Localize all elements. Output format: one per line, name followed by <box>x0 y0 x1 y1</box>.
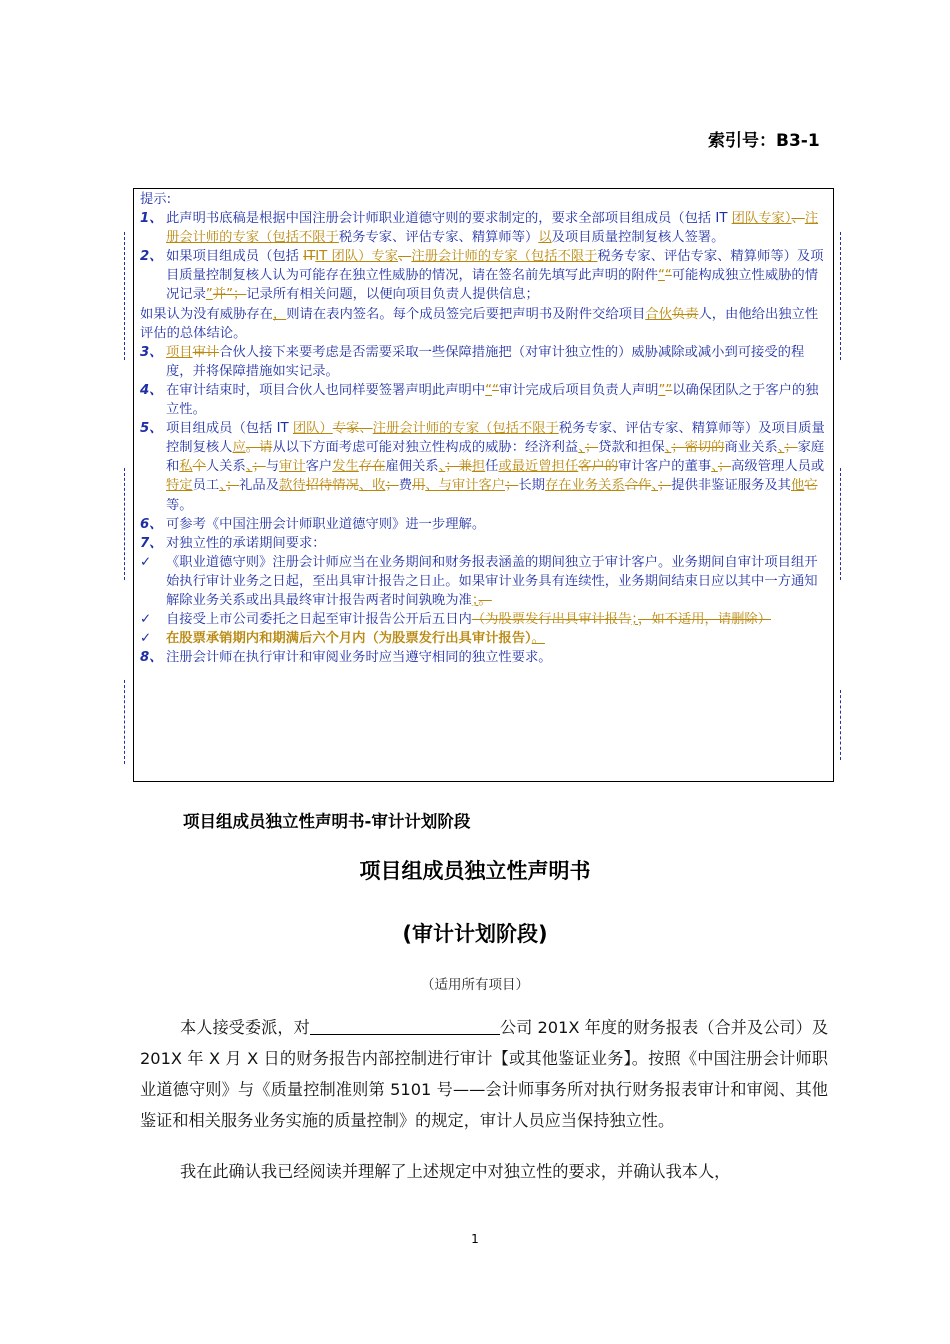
text: 人，由他给出独立性评估的总体结论。 <box>140 306 819 341</box>
check-icon: ✓ <box>140 554 152 570</box>
inserted-text: 团队） <box>292 421 333 437</box>
declaration-paragraph-2: 我在此确认我已经阅读并理解了上述规定中对独立性的要求，并确认我本人， <box>180 1162 731 1181</box>
text: 税务专家、评估专家、精算师等）及项目质量控制复核人 <box>166 421 825 456</box>
text: 审计完成后项目负责人声明 <box>498 382 659 398</box>
text: 公司 201X 年度的财务报表（合并及公司）及 201X 年 X 月 X 日的财务报告内部控制进行审计【或其他鉴证业务】。按照《中国注册会计师职业道德守则》与《质量控制准则第 5101 号——会计师事务所对执行财务报表审计和审阅、其他鉴证和相关服务业务实施的质量控制》的规定，审计人员应当保持独立性。 <box>140 1018 829 1130</box>
inserted-text: 特定 <box>166 478 193 494</box>
deleted-text: ； <box>671 440 685 456</box>
deleted-text: 合作 <box>624 478 652 494</box>
text: 如果项目组成员（包括 <box>166 249 304 265</box>
text: 则请在表内签名。每个成员签完后要把声明书及附件交给项目 <box>286 306 646 322</box>
deleted-text: ” <box>665 382 673 398</box>
deleted-text: ； <box>584 440 599 456</box>
inserted-text: 注册会计师的专家（包括不限于 <box>166 211 819 246</box>
deleted-text: “ <box>492 382 499 398</box>
deleted-text: 负责 <box>671 306 699 322</box>
check-icon: ✓ <box>140 631 152 647</box>
deleted-text: ； <box>252 459 266 475</box>
deleted-text: IT <box>303 249 316 265</box>
tip-number-8: 8、 <box>140 650 163 666</box>
deleted-text: 并”； <box>212 287 247 303</box>
deleted-text: ； <box>385 478 399 494</box>
deleted-text: 、 <box>398 249 412 265</box>
inserted-text: 合伙 <box>645 306 672 322</box>
inserted-text: 、 <box>245 459 253 475</box>
tip-check-1 <box>140 553 826 610</box>
inserted-text: ” <box>658 382 666 398</box>
deleted-text: ； <box>658 478 672 494</box>
deleted-text: 专家 <box>332 421 360 437</box>
text: 商业关系 <box>724 440 778 456</box>
revision-bar-right-2 <box>840 468 841 580</box>
text: 税务专家、评估专家、精算师等）及项目质量控制复核人认为可能存在独立性威胁的情况，请在签名前先填写此声明的附件 <box>166 249 824 284</box>
inserted-text: 。 <box>531 631 545 647</box>
inserted-text: 、 <box>777 440 785 456</box>
tip-check-3 <box>140 629 826 648</box>
deleted-text: 兼 <box>458 459 472 475</box>
tip-item-2 <box>140 247 826 304</box>
deleted-text: 用 <box>412 478 426 494</box>
inserted-text: 项目 <box>166 344 193 360</box>
revision-bar-left-2 <box>124 468 125 580</box>
text: 及项目质量控制复核人签署。 <box>551 230 725 246</box>
inserted-text: 、 <box>578 440 585 456</box>
text: 在股票承销期内和期满后六个月内（为股票发行出具审计报告） <box>166 631 532 647</box>
inserted-text: 以 <box>538 230 552 246</box>
inserted-text: 、 <box>219 478 226 494</box>
tip-number-5: 5、 <box>140 421 163 437</box>
tip-item-1 <box>140 209 826 247</box>
text: 本人接受委派，对 <box>180 1018 310 1037</box>
tips-title: 提示: <box>140 192 172 207</box>
inserted-text: ； <box>471 592 479 608</box>
deleted-text: 它 <box>804 478 818 494</box>
inserted-text: “ <box>485 382 493 398</box>
text: 注册会计师在执行审计和审阅业务时应当遵守相同的独立性要求。 <box>166 650 552 666</box>
inserted-text: ， <box>272 306 287 322</box>
text: 任 <box>485 459 499 475</box>
tip-check-2 <box>140 610 826 629</box>
text: 雇佣关系 <box>385 459 439 475</box>
tip-item-7 <box>140 534 826 553</box>
inserted-text: 团队专家） <box>731 211 792 227</box>
tip-item-4 <box>140 381 826 419</box>
inserted-text: 、 <box>438 459 446 475</box>
inserted-text: ； <box>631 612 639 628</box>
deleted-text: ； <box>445 459 459 475</box>
declaration-paragraph-1 <box>140 1012 828 1136</box>
text: 贷款和担保 <box>598 440 665 456</box>
deleted-text: 。请 <box>245 440 273 456</box>
text: 项目组成员（包括 IT <box>166 421 293 437</box>
declaration-body <box>140 1012 828 1207</box>
tips-box <box>133 188 834 782</box>
inserted-text: 注册会计师的专家（包括不限于 <box>372 421 559 437</box>
tip-item-2-continued <box>140 305 826 343</box>
inserted-text: 应 <box>232 440 246 456</box>
tip-item-3 <box>140 343 826 381</box>
tip-item-6 <box>140 515 826 534</box>
text: 员工 <box>192 478 220 494</box>
tip-item-8 <box>140 648 826 667</box>
inserted-text: “ <box>657 268 665 284</box>
deleted-text: ，如不适用，请删除） <box>638 612 772 628</box>
deleted-text: （为股票发行出具审计报告 <box>471 612 632 628</box>
deleted-text: 审计 <box>192 344 220 360</box>
inserted-text: 、 <box>711 459 718 475</box>
text: 如果认为没有威胁存在 <box>140 306 273 322</box>
page-number: 1 <box>471 1232 479 1246</box>
tip-number-4: 4、 <box>140 382 163 398</box>
inserted-text: 担 <box>471 459 486 475</box>
document-subtitle: (审计计划阶段) <box>402 922 548 946</box>
inserted-text: 发生 <box>332 459 359 475</box>
text: 税务专家、评估专家、精算师等） <box>338 230 539 246</box>
text: 家庭和 <box>166 440 825 475</box>
deleted-text: 、 <box>791 211 805 227</box>
revision-bar-left-3 <box>124 680 125 764</box>
check-icon: ✓ <box>140 612 152 628</box>
text: 高级管理人员或 <box>731 459 825 475</box>
inserted-text: 、 <box>664 440 672 456</box>
text: 等。 <box>166 497 193 513</box>
applicability-note: （适用所有项目） <box>421 977 529 993</box>
document-title: 项目组成员独立性声明书 <box>359 859 591 883</box>
revision-bar-left <box>124 232 125 360</box>
inserted-text: 、 <box>358 478 373 494</box>
text: 提供非鉴证服务及其 <box>671 478 791 494</box>
tip-number-7: 7、 <box>140 535 163 551</box>
deleted-text: 、 <box>359 421 373 437</box>
inserted-text: 私 <box>179 459 193 475</box>
text: 《职业道德守则》注册会计师应当在业务期间和财务报表涵盖的期间独立于审计客户。业务期间自审计项目组开始执行审计业务之日起，至出具审计报告之日止。如果审计业务具有连续性，业务期间结束日应以其中一方通知解除业务关系或出具最终审计报告两者时间孰晚为准 <box>166 554 818 608</box>
deleted-text: ； <box>225 478 240 494</box>
deleted-text: “ <box>664 268 672 284</box>
section-label: 项目组成员独立性声明书-审计计划阶段 <box>183 812 471 831</box>
text: 审计客户的董事 <box>618 459 712 475</box>
inserted-text: 审计 <box>279 459 306 475</box>
text: 记录所有相关问题，以便向项目负责人提供信息； <box>246 287 539 303</box>
text: 可参考《中国注册会计师职业道德守则》进一步理解。 <box>166 516 486 532</box>
inserted-text: IT 团队）专家 <box>315 249 399 265</box>
text: 在审计结束时，项目合伙人也同样要签署声明此声明中 <box>166 382 486 398</box>
inserted-text: 存在业务关系 <box>544 478 625 494</box>
text: 自接受上市公司委托之日起至审计报告公开后五日内 <box>166 612 472 628</box>
tip-number-1: 1、 <box>140 211 163 227</box>
deleted-text: 。 <box>478 592 492 608</box>
deleted-text: 招待情况 <box>305 478 359 494</box>
deleted-text: ； <box>784 440 798 456</box>
tip-number-3: 3、 <box>140 344 163 360</box>
text: 此声明书底稿是根据中国注册会计师职业道德守则的要求制定的，要求全部项目组成员（包括 IT <box>166 211 732 227</box>
text: 对独立性的承诺期间要求： <box>166 535 326 551</box>
text: 从以下方面考虑可能对独立性构成的威胁：经济利益 <box>272 440 579 456</box>
deleted-text: ； <box>717 459 732 475</box>
inserted-text: 注册会计师的专家（包括不限于 <box>411 249 598 265</box>
inserted-text: 款待 <box>279 478 306 494</box>
revision-bar-right-3 <box>840 690 841 760</box>
tip-item-5 <box>140 419 826 514</box>
tip-number-2: 2、 <box>140 249 163 265</box>
text: 长期 <box>518 478 545 494</box>
inserted-text: 或最近曾担任 <box>498 459 579 475</box>
deleted-text: 个 <box>192 459 206 475</box>
company-name-blank[interactable] <box>310 1018 500 1035</box>
deleted-text: 客户的 <box>578 459 619 475</box>
text: 与 <box>265 459 280 475</box>
text: 可能构成独立性威胁的情况记录 <box>166 268 819 303</box>
deleted-text: 密切的 <box>684 440 725 456</box>
deleted-text: 存在 <box>358 459 386 475</box>
index-number: 索引号：B3-1 <box>708 131 820 151</box>
text: 人关系 <box>205 459 246 475</box>
inserted-text: ” <box>205 287 213 303</box>
text: 合伙人接下来要考虑是否需要采取一些保障措施把（对审计独立性的）威胁减除或减小到可接受的程度，并将保障措施如实记录。 <box>166 344 805 379</box>
inserted-text: 、 <box>651 478 658 494</box>
inserted-text: 他 <box>790 478 805 494</box>
deleted-text: ； <box>505 478 519 494</box>
tip-number-6: 6、 <box>140 516 163 532</box>
inserted-text: 、与审计客户 <box>425 478 506 494</box>
inserted-text: 收 <box>372 478 386 494</box>
text: 以确保团队之于客户的独立性。 <box>166 382 819 418</box>
text: 费 <box>398 478 412 494</box>
revision-bar-right <box>840 232 841 360</box>
text: 客户 <box>305 459 333 475</box>
text: 礼品及 <box>239 478 280 494</box>
